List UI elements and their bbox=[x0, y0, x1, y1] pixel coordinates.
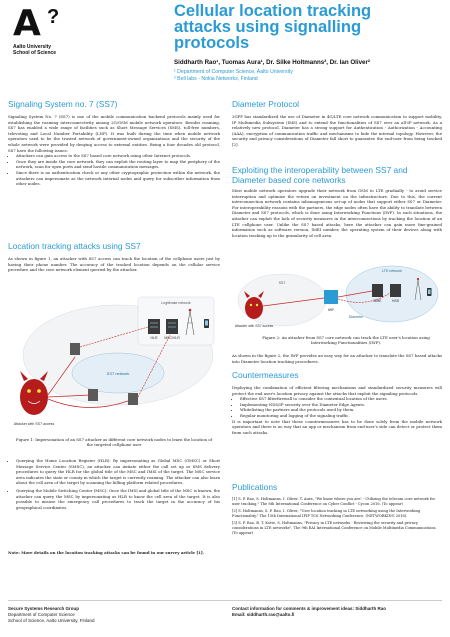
title-line-1: Cellular location tracking bbox=[174, 2, 372, 20]
university-name bbox=[13, 44, 56, 56]
title-line-2: attacks using signalling bbox=[174, 18, 362, 36]
list-item: • Querying the Home Location Register (HLR): By impersonating as Global MSC (GMSC) or Short Message Service Center (SMSC), an attacker can initiate either the call set up or SMS delivery procedures to query the HLR for the global title of the MSC and IMSI of the target. The MSC service area indicates the state or county in which the target is currently roaming. The attacker can also learn about the cell area of the target by scanning the billing platform related procedures. bbox=[16, 458, 220, 486]
list-item: • Whitelisting the partners and the protocols used by them. bbox=[240, 407, 442, 413]
mme-label: MME bbox=[373, 299, 382, 303]
school-label: School of Science bbox=[13, 50, 57, 56]
msc-label: MSC/VLR bbox=[164, 336, 180, 340]
logo-question-mark: ? bbox=[47, 6, 60, 28]
list-item: • Effective SS7 filterfirewall to consider the contextual location of the users. bbox=[240, 396, 442, 402]
list-item: • Querying the Mobile Switching Center (MSC): Once the IMSI and global title of the MSC is known, the attacker can query the MSC by impersonating as HLR to know the cell area of the target. It is also possible to misuse the emergency call procedures to track the target in the accuracy of his geographical coordinates. bbox=[16, 488, 220, 510]
list-item: • Implementing NDS/IP security over the Diameter Edge Agents. bbox=[240, 402, 442, 408]
ss7-heading: Signaling System no. 7 (SS7) bbox=[8, 99, 118, 109]
exploit-heading: Exploiting the interoperability between SS7 and Diameter based core networks bbox=[232, 165, 408, 185]
footer-group: Secure Systems Research Group bbox=[8, 606, 80, 611]
attacker-label: Attacker with SS7 access bbox=[13, 422, 55, 426]
ss7-issues-list bbox=[8, 153, 220, 187]
diameter-protocol-label: Diameter bbox=[348, 315, 364, 319]
msc-server-icon bbox=[164, 319, 180, 340]
legitimate-network-label: Legitimate network bbox=[161, 301, 191, 305]
ss7-paragraph: Signaling System No. 7 (SS7) is one of the mobile communication backend protocols mainly used for establishing the roaming interconnectivity among 2G/GSM mobile network operators. Besides roaming, SS7 has enabled a wide range of facilities such as Short Message Services (SMS), toll-free numbers, televoting and Local Number Portability (LNP). It was built during the time when mobile network operators used to be the trusted network of government-owned organizations and the security of the whole network were provided by denying access to external entities. Being a four decades old protocol, SS7 have the following issues: bbox=[8, 114, 220, 153]
query-methods-list bbox=[8, 458, 220, 510]
footer-divider bbox=[8, 600, 442, 601]
ss7-network-label: SS7 network bbox=[106, 371, 130, 376]
countermeasures-heading: Countermeasures bbox=[232, 370, 299, 380]
fig2-attacker-label: Attacker with SS7 access bbox=[234, 324, 274, 328]
authors: Siddharth Rao¹, Tuomas Aura¹, Dr. Silke Holtmanns², Dr. Ian Oliver² bbox=[174, 59, 370, 66]
contact-info: Contact information for comments & improvement ideas: Siddharth Rao bbox=[232, 606, 387, 611]
ss7-protocol-label: SS7 bbox=[278, 281, 286, 285]
publication-item: [3] S. P. Rao, B. T. Kotte, S. Holtmanns, "Privacy in LTE networks - Reviewing the security and privacy considerations in LTE networks", The 9th EAI International Conference on Mobile Multimedia Communications. (To appear) bbox=[232, 521, 437, 535]
figure-2-description: As shown in the figure 2, the IWF provides an easy way for an attacker to translate the SS7 based attacks into Diameter location tracking procedures. bbox=[232, 353, 442, 364]
phone-icon bbox=[427, 288, 432, 296]
footer-right bbox=[232, 606, 442, 618]
figure-1-caption: Figure 1: Impersonation of an SS7 attacker as different core network nodes to learn the location of the targeted cellphone user bbox=[15, 437, 213, 448]
affiliation-1: ¹ Department of Computer Science, Aalto University bbox=[174, 69, 293, 75]
survey-note: Note: More details on the location tracking attacks can be found in our survey article [1]. bbox=[8, 550, 205, 555]
logo-letters: A bbox=[13, 3, 40, 44]
figure-2-caption: Figure 2: An attacker from SS7 core network can track the LTE user's location using Interworking Functionalities (IWF). bbox=[262, 335, 430, 346]
hss-label: HSS bbox=[392, 299, 399, 303]
title-line-3: protocols bbox=[174, 34, 250, 52]
phone-icon bbox=[204, 319, 209, 328]
affiliation-2: ² Bell labs - Nokia Networks, Finland bbox=[174, 76, 258, 82]
iwf-node bbox=[324, 290, 338, 312]
ss7-section bbox=[8, 114, 220, 187]
footer-left bbox=[8, 606, 218, 624]
list-item: • Once they are inside the core network, they can exploit the routing layer to map the periphery of the network, scan for open ports and send hostile communication messages. bbox=[16, 159, 220, 170]
exploit-paragraph: Most mobile network operators upgrade their network from GSM to LTE gradually - to avoid service interruption and optimize the return on investment on the infrastructure. Due to this, the current interconnection network contains inhomogeneous set-up of nodes that support either SS7 or Diameter. For interoperability reasons with the partners, the edge nodes often have the ability to translate between Diameter and SS7 protocols, which is done using Interworking Functions (IWF). In such situations, the attacker can exploit the lack of security measures in the interconnections by tracking the location of an LTE cellphone user. Unlike the SS7 based attacks, here the attacker can gain more fine-grained information such as software version, IMEI number, the operating system of their devices along with location tracking up to the granularity of cell area. bbox=[232, 188, 442, 238]
list-item: • Regular monitoring and logging of the signaling traffic. bbox=[240, 413, 442, 419]
hlr-msc-section bbox=[8, 458, 220, 510]
countermeasures-note: It is important to note that these countermeasures has to be done solely from the mobile network operators and there is no way that an app or mechanism from end-user's side can detect or protect them from such attacks. bbox=[232, 418, 442, 435]
hlr-label: HLR bbox=[150, 336, 158, 340]
publications-list bbox=[232, 497, 442, 536]
countermeasures-list bbox=[232, 396, 442, 418]
list-item: • Since there is no authentication check or any other cryptographic protection within the network, the attackers can impersonate as the network internal nodes and query for subscriber information from other nodes. bbox=[16, 170, 220, 187]
location-tracking-heading: Location tracking attacks using SS7 bbox=[8, 241, 141, 251]
countermeasures-intro: Deploying the combination of efficient filtering mechanisms and standardized security measures will protect the end user's location privacy against the attacks that exploit the signaling protocols. bbox=[232, 385, 442, 396]
figure-2-diagram bbox=[232, 258, 442, 332]
list-item: • Attackers can gain access to the SS7 based core network using other Internet protocols. bbox=[16, 153, 220, 159]
publication-item: [1] S. P. Rao, S. Holtmanns, I. Oliver, T. Aura, "We know where you are! - Utilizing the telecom core network for user tracking," The 8th International Conference on Cyber Conflict - Cycon 2016. (To appear) bbox=[232, 497, 436, 506]
contact-email[interactable]: Email: siddharth.rao@aalto.fi bbox=[232, 612, 295, 617]
footer-department: Department of Computer Science bbox=[8, 612, 75, 617]
aalto-logo bbox=[13, 3, 40, 44]
university-label: Aalto University bbox=[13, 44, 52, 50]
countermeasures-section bbox=[232, 385, 442, 435]
location-tracking-paragraph: As shown in figure 1, an attacker with SS7 access can track the location of the cellphone users just by having their phone number. The accuracy of the tracked location depends on the cellular service procedure and the core network element queried by the attacker. bbox=[8, 256, 220, 273]
diameter-heading: Diameter Protocol bbox=[232, 99, 300, 109]
publication-item: [2] S. Holtmanns, S. P. Rao, I. Oliver, "User location tracking in LTE networking using the Interworking Functionality," The 15th International IFIP TC6 Networking Conference, (NETWORKING 2016). bbox=[232, 509, 421, 518]
lte-network-label: LTE network bbox=[382, 269, 402, 273]
figure-1-diagram bbox=[8, 285, 220, 435]
poster-title bbox=[174, 3, 444, 51]
iwf-label: IWF bbox=[327, 308, 335, 312]
publications-heading: Publications bbox=[232, 482, 278, 492]
footer-school: School of Science, Aalto University, Finland bbox=[8, 618, 95, 623]
ss7-network-cloud bbox=[72, 353, 164, 393]
diameter-paragraph: 3GPP has standardized the use of Diameter in 4G/LTE core network communication to support mobility, IP Multimedia Subsystem (IMS) and to extend the functionalities of SS7 over an all-IP network. As a relatively new protocol, Diameter has a strong support for Authentication - Authorization - Accounting (AAA), encryption of communication traffic and mechanisms to hide the internal topology. However, the security and privacy considerations of Diameter fall short to guarantee the end-user from being tracked [2]. bbox=[232, 114, 442, 147]
